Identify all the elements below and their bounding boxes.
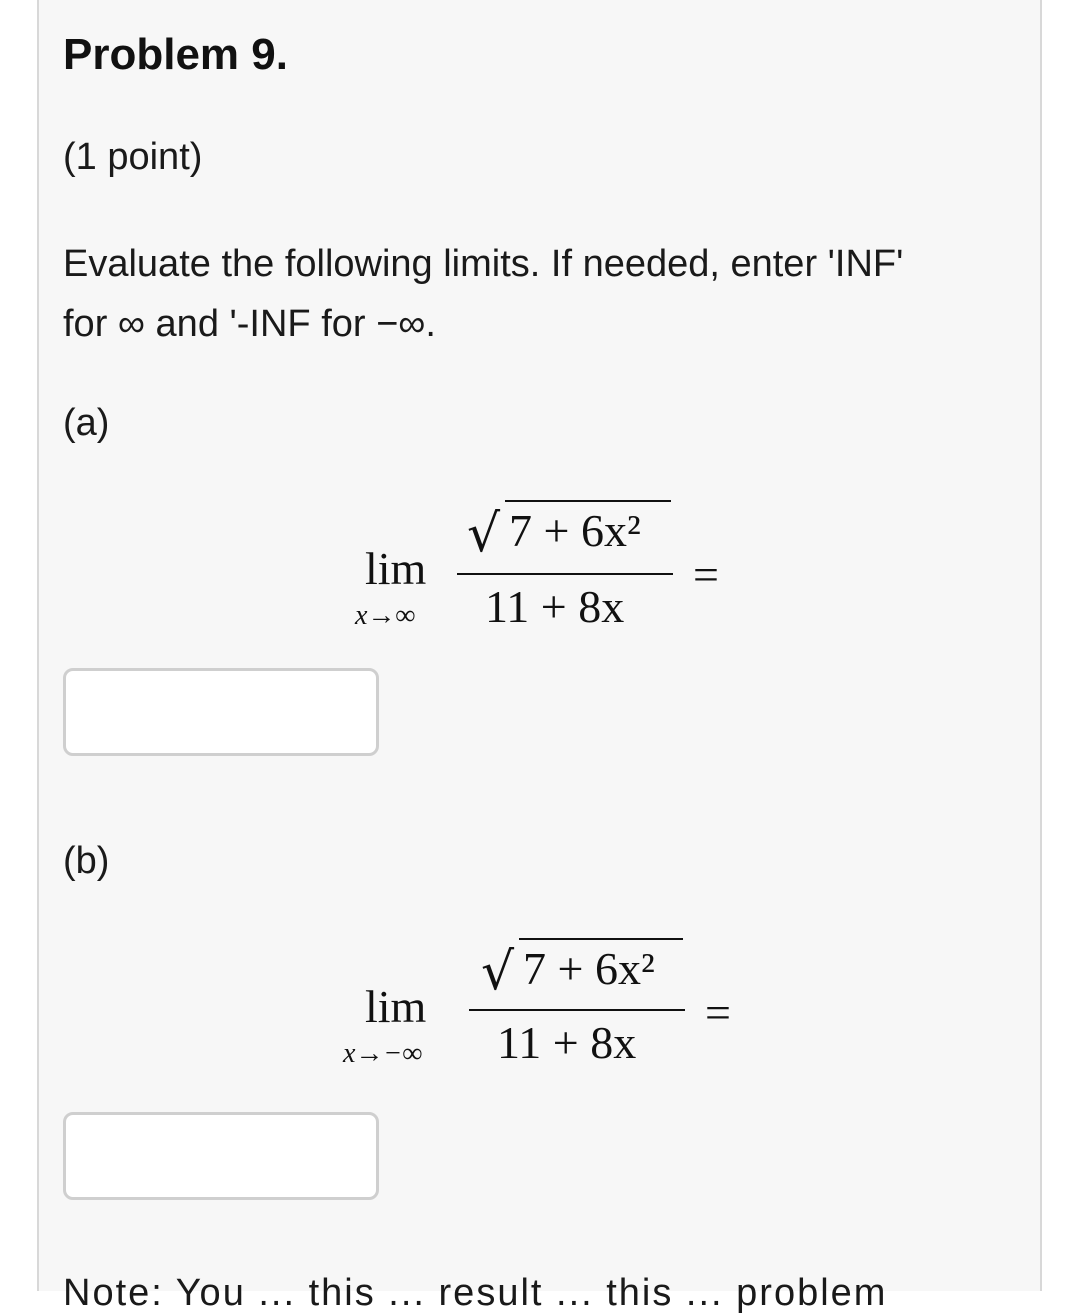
part-a-lim: lim [365, 543, 427, 594]
part-a-fraction-bar [457, 573, 673, 575]
part-b-label: (b) [63, 840, 110, 882]
part-a-equals: = [693, 549, 719, 600]
part-b-limit-expression [339, 928, 779, 1078]
part-b-sqrt-overline [519, 938, 683, 940]
instructions-line-1: Evaluate the following limits. If needed, enter 'INF' [63, 243, 904, 285]
part-b-equals: = [705, 987, 731, 1038]
part-b-denominator: 11 + 8x [497, 1017, 637, 1068]
part-b-lim: lim [365, 981, 427, 1032]
part-a-label: (a) [63, 402, 110, 444]
part-b-sqrt-icon: √ [481, 942, 515, 1002]
problem-instructions [63, 234, 1023, 354]
part-b-fraction-bar [469, 1009, 685, 1011]
problem-points: (1 point) [63, 136, 203, 178]
footer-note-cut-off: Note: You ... this ... result ... this ... problem [63, 1272, 888, 1314]
instructions-line-2: for ∞ and '-INF for −∞. [63, 303, 436, 345]
problem-panel [37, 0, 1042, 1314]
part-a-sqrt-overline [505, 500, 671, 502]
part-a-lim-subscript: x→∞ [355, 600, 416, 631]
part-a-answer-input[interactable] [63, 668, 379, 756]
part-b-answer-input[interactable] [63, 1112, 379, 1200]
part-a-denominator: 11 + 8x [485, 581, 625, 632]
part-b-numerator: 7 + 6x² [523, 943, 655, 994]
part-a-numerator: 7 + 6x² [509, 505, 641, 556]
part-a-limit-expression [339, 490, 759, 640]
problem-title: Problem 9. [63, 30, 288, 79]
part-a-sqrt-icon: √ [467, 504, 501, 564]
part-b-lim-subscript: x→−∞ [343, 1038, 423, 1069]
